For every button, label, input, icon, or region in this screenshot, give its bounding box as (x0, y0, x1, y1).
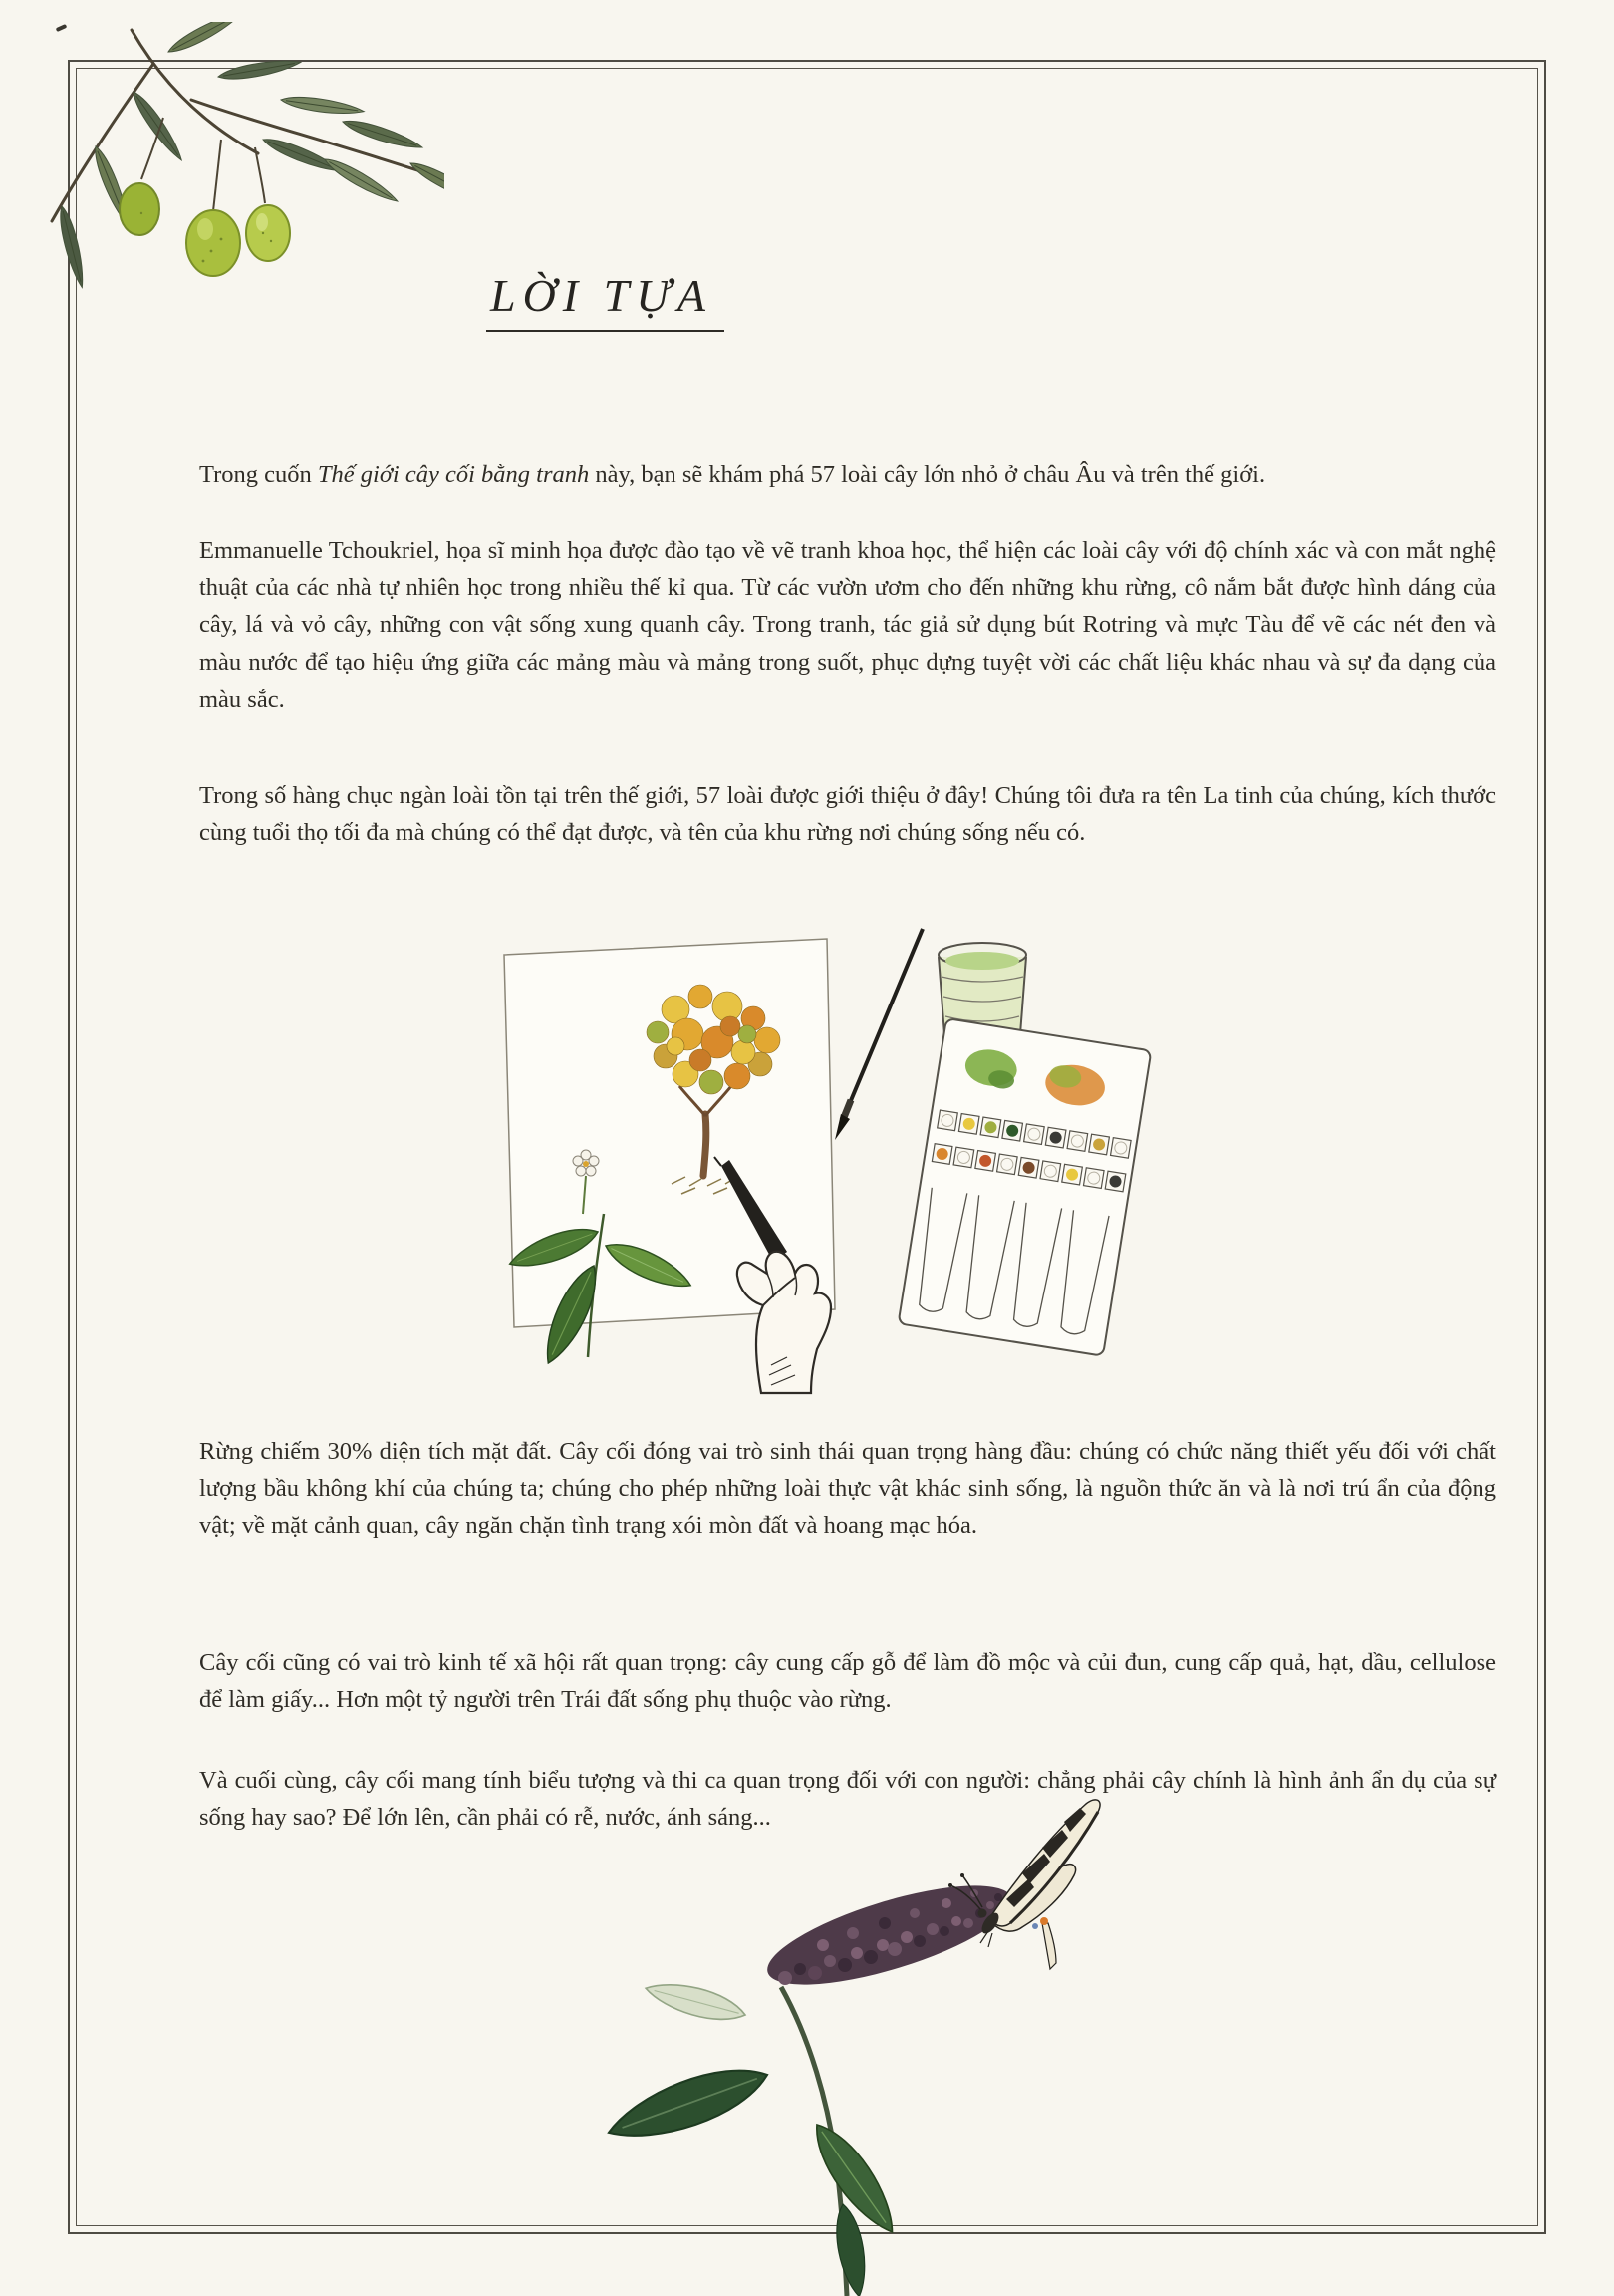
page-title: LỜI TỰA (486, 269, 724, 332)
buddleia-spike (758, 1866, 1022, 2005)
watercolor-painting-illustration (337, 915, 1166, 1395)
paragraph-economy: Cây cối cũng có vai trò kinh tế xã hội rất quan trọng: cây cung cấp gỗ để làm đồ mộc và củi đun, cung cấp quả, hạt, dầu, cellulose để làm giấy... Hơn một tỷ người trên Trái đất sống phụ thuộc vào rừng. (199, 1649, 1496, 1714)
olive-branch-illustration (14, 22, 444, 313)
paragraph-symbolism: Và cuối cùng, cây cối mang tính biểu tượng và thi ca quan trọng đối với con người: chẳng phải cây chính là hình ảnh ẩn dụ của sự sống hay sao? Để lớn lên, cần phải có rễ, nước, ánh sáng... (199, 1767, 1496, 1832)
hand-painting-tree-icon (337, 915, 1166, 1395)
paintbrush (835, 929, 923, 1140)
paragraph-species: Trong số hàng chục ngàn loài tồn tại trên thế giới, 57 loài được giới thiệu ở đây! Chúng tôi đưa ra tên La tinh của chúng, kích thước cùng tuổi thọ tối đa mà chúng có thể đạt được, và tên của khu rừng nơi chúng sống nếu có. (199, 782, 1496, 847)
book-title-inline: Thế giới cây cối bằng tranh (317, 461, 590, 488)
paragraph-artist: Emmanuelle Tchoukriel, họa sĩ minh họa được đào tạo về vẽ tranh khoa học, thể hiện các loài cây với độ chính xác và con mắt nghệ thuật của các nhà tự nhiên học trong nhiều thế kỉ qua. Từ các vườn ươm cho đến những khu rừng, cô nắm bắt được hình dáng của cây, lá và vỏ cây, những con vật sống xung quanh cây. Trong tranh, tác giả sử dụng bút Rotring và mực Tàu để vẽ các nét đen và màu nước để tạo hiệu ứng giữa các mảng màu và mảng trong suốt, phục dựng tuyệt vời các chất liệu khác nhau và sự đa dạng của màu sắc. (199, 537, 1496, 713)
paragraph-ecology: Rừng chiếm 30% diện tích mặt đất. Cây cối đóng vai trò sinh thái quan trọng hàng đầu: chúng có chức năng thiết yếu đối với chất lượng bầu không khí của chúng ta; chúng cho phép những loài thực vật khác sinh sống, là nguồn thức ăn và là nơi trú ẩn của động vật; về mặt cảnh quan, cây ngăn chặn tình trạng xói mòn đất và hoang mạc hóa. (199, 1438, 1496, 1540)
artist-hand (737, 1252, 831, 1393)
watercolor-palette (899, 1018, 1152, 1356)
paragraph-intro (199, 456, 1496, 493)
olive-branch-icon (14, 22, 444, 313)
paragraph-intro-lead: Trong cuốn (199, 461, 318, 488)
butterfly-on-flower-icon (596, 1774, 1136, 2296)
butterfly-illustration (596, 1774, 1136, 2296)
paragraph-intro-rest: này, bạn sẽ khám phá 57 loài cây lớn nhỏ ở châu Âu và trên thế giới. (589, 461, 1266, 488)
